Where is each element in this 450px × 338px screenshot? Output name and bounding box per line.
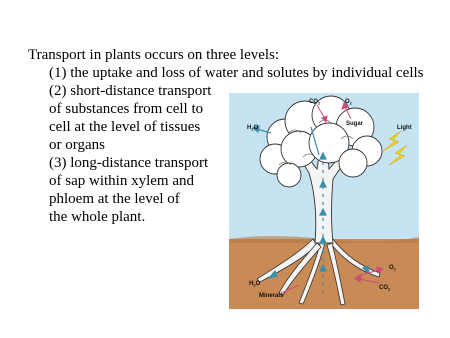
soil-background xyxy=(229,239,419,309)
level-2-line-cont: cell at the level of tissues xyxy=(49,119,201,135)
level-2-line-cont: of substances from cell to xyxy=(49,101,204,117)
co2-bottom-label: $CO_2$ xyxy=(379,285,391,292)
o2-top-label: $O_2$ xyxy=(345,99,352,106)
tree-transport-illustration xyxy=(229,93,419,309)
heading: Transport in plants occurs on three levels: xyxy=(28,47,280,63)
o2-bottom-label: $O_2$ xyxy=(389,265,396,272)
h2o-bottom-label: $H_2O$ xyxy=(249,281,261,288)
tree-illustration-svg xyxy=(229,93,419,309)
level-2-line-cont: or organs xyxy=(49,137,105,153)
co2-top-label: $CO_2$ xyxy=(309,99,321,106)
level-1-line: (1) the uptake and loss of water and solutes by individual cells xyxy=(49,65,424,81)
level-3-line: (3) long-distance transport xyxy=(49,155,209,171)
minerals-label: Minerals xyxy=(259,293,284,299)
level-2-line: (2) short-distance transport xyxy=(49,83,212,99)
light-label: Light xyxy=(397,125,412,131)
level-3-line-cont: of sap within xylem and xyxy=(49,173,194,189)
level-3-line-cont: phloem at the level of xyxy=(49,191,180,207)
sugar-label: Sugar xyxy=(346,121,364,127)
h2o-left-label: $H_2O$ xyxy=(247,125,259,132)
level-3-line-cont: the whole plant. xyxy=(49,209,146,225)
